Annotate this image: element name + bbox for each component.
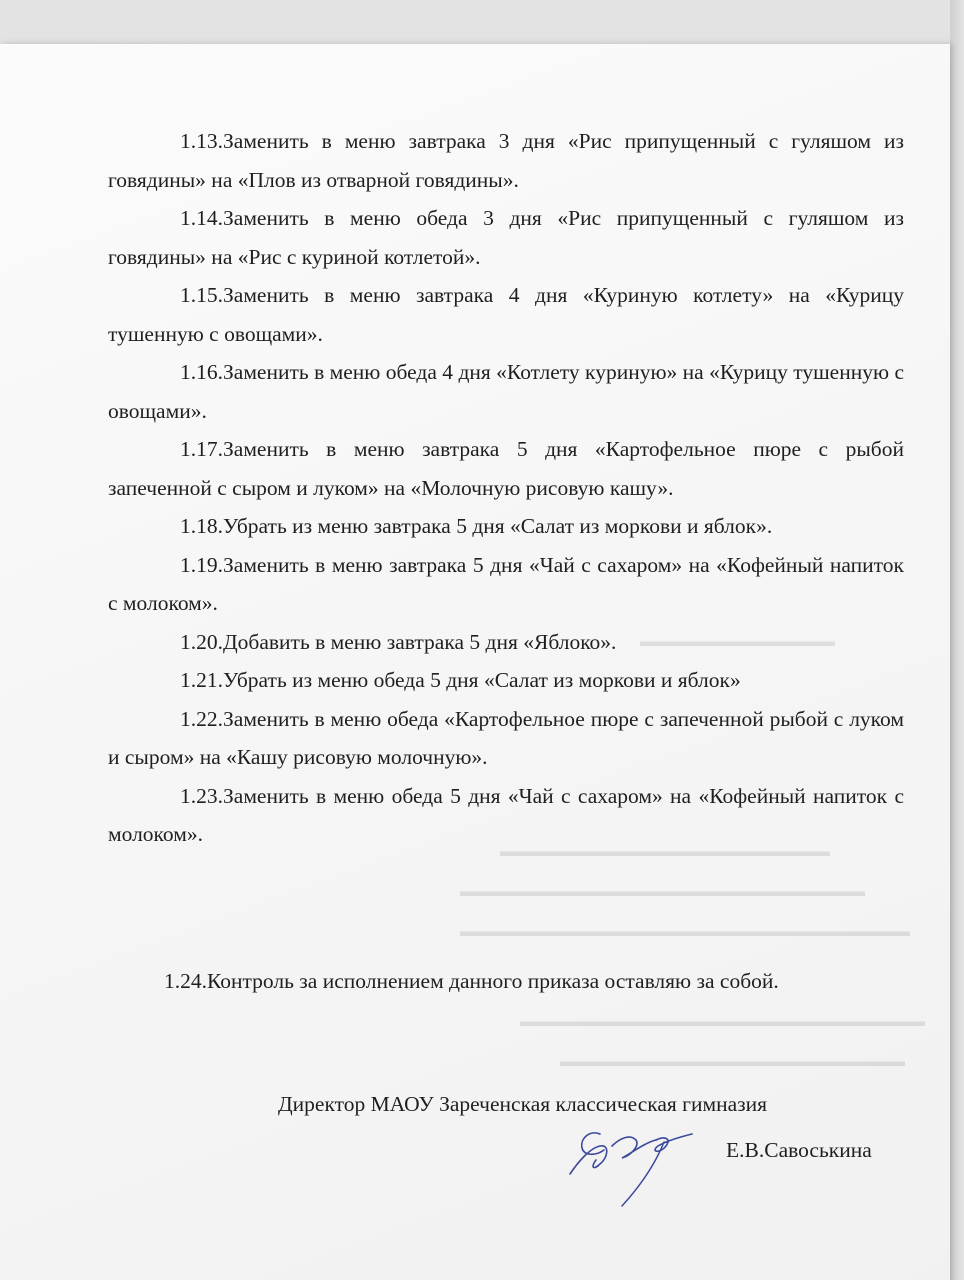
show-through-mark: ▬▬▬▬▬▬▬▬▬▬▬▬▬▬▬▬▬▬▬▬▬▬ <box>500 844 830 860</box>
clause-1-15: 1.15.Заменить в меню завтрака 4 дня «Куриную котлету» на «Курицу тушенную с овощами». <box>108 283 904 346</box>
clause-1-20: 1.20.Добавить в меню завтрака 5 дня «Яблоко». <box>180 629 617 654</box>
clause-1-23: 1.23.Заменить в меню обеда 5 дня «Чай с сахаром» на «Кофейный напиток с молоком». <box>108 783 904 846</box>
clause-1-22: 1.22.Заменить в меню обеда «Картофельное пюре с запеченной рыбой с луком и сыром» на «Кашу рисовую молочную». <box>108 706 904 769</box>
paper-stack-edge <box>950 0 964 1280</box>
show-through-mark: ▬▬▬▬▬▬▬▬▬▬▬▬▬▬▬▬▬▬▬▬▬▬▬▬▬▬▬ <box>460 884 865 900</box>
clause-1-13: 1.13.Заменить в меню завтрака 3 дня «Рис припущенный с гуляшом из говядины» на «Плов из отварной говядины». <box>108 129 904 192</box>
clause-1-24: 1.24.Контроль за исполнением данного приказа оставляю за собой. <box>164 969 779 993</box>
director-title: Директор МАОУ Зареченская классическая гимназия <box>278 1092 768 1116</box>
clause-1-16: 1.16.Заменить в меню обеда 4 дня «Котлету куриную» на «Курицу тушенную с овощами». <box>108 360 904 423</box>
clause-1-17: 1.17.Заменить в меню завтрака 5 дня «Картофельное пюре с рыбой запеченной с сыром и луком» на «Молочную рисовую кашу». <box>108 437 904 500</box>
director-name: Е.В.Савоськина <box>726 1138 872 1162</box>
show-through-mark: ▬▬▬▬▬▬▬▬▬▬▬▬▬▬▬▬▬▬▬▬▬▬▬▬▬▬▬▬▬▬ <box>460 924 910 940</box>
clause-1-21: 1.21.Убрать из меню обеда 5 дня «Салат из моркови и яблок» <box>180 668 741 692</box>
clause-1-14: 1.14.Заменить в меню обеда 3 дня «Рис припущенный с гуляшом из говядины» на «Рис с куриной котлетой». <box>108 206 904 269</box>
show-through-mark: ▬▬▬▬▬▬▬▬▬▬▬▬▬▬▬▬▬▬▬▬▬▬▬▬▬▬▬ <box>520 1014 925 1030</box>
handwritten-signature <box>560 1112 710 1212</box>
order-clauses <box>108 122 904 854</box>
show-through-mark: ▬▬▬▬▬▬▬▬▬▬▬▬▬ <box>640 634 835 650</box>
clause-1-18: 1.18.Убрать из меню завтрака 5 дня «Салат из моркови и яблок». <box>180 514 773 538</box>
show-through-mark: ▬▬▬▬▬▬▬▬▬▬▬▬▬▬▬▬▬▬▬▬▬▬▬ <box>560 1054 905 1070</box>
clause-1-19: 1.19.Заменить в меню завтрака 5 дня «Чай с сахаром» на «Кофейный напиток с молоком». <box>108 552 904 615</box>
